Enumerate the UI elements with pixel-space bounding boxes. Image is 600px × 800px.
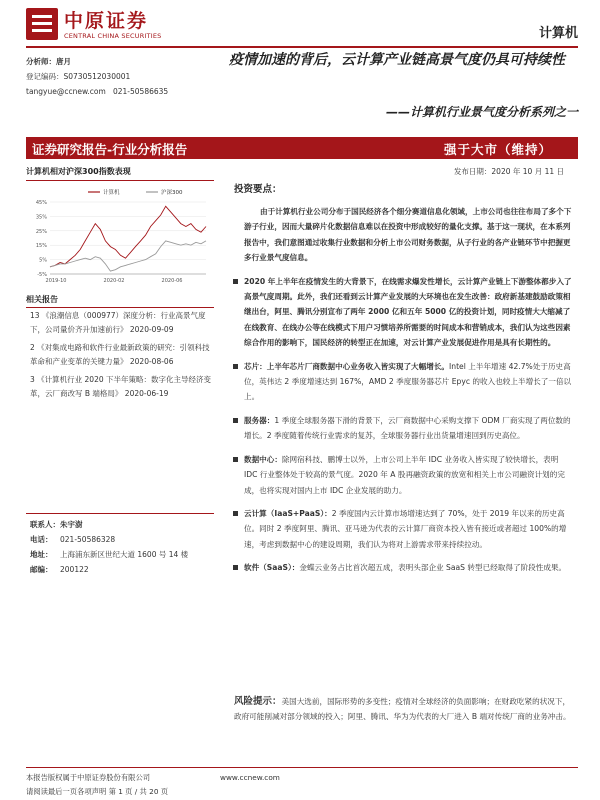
bullet-text: 2 季度国内云计算市场增速达到了 70%，处于 2019 年以来的历史高位。同时 2 季度阿里、腾讯、亚马逊为代表的云计算厂商资本投入皆有接近或者超过 100%的增速，考虑到数据中心的建设周期，我们认为将对上游需求带来持续拉动。 — [244, 508, 567, 549]
square-bullet-icon — [233, 511, 238, 516]
bullet-lead: 服务器： — [244, 415, 275, 425]
contact-phone: 021-50586328 — [60, 535, 116, 544]
analyst-reg-code: S0730512030001 — [63, 72, 131, 81]
page-number: 请阅读最后一页各项声明 第 1 页 / 共 20 页 — [26, 787, 169, 796]
y-tick-label: 45% — [35, 200, 47, 206]
report-series: ——计算机行业景气度分析系列之一 — [385, 105, 578, 119]
related-reports-title: 相关报告 — [26, 295, 58, 304]
intro-paragraph: 由于计算机行业公司分布于国民经济各个细分赛道信息化领域，上市公司也往往布局了多个下游子行业，因而大量碎片化数据信息难以在投资中形成较好的量化支撑。基于这一现状，在本系列报告中，我们意图通过收集行业数据和分析上市公司财务数据，从子行业的各产业链环节中把握更多行业景气度信息。 — [244, 207, 572, 263]
bullet-text: Intel 上半年增速 42.7%处于历史高位，英伟达 2 季度增速达到 167%，AMD 2 季度服务器芯片 Epyc 的收入也较上半增长了一倍以上。 — [244, 361, 572, 402]
analyst-phone: 021-50586635 — [112, 87, 169, 96]
highlight-bullet — [244, 413, 572, 444]
logo-chinese-name: 中原证券 — [64, 10, 149, 32]
contact-address-row — [30, 547, 215, 562]
square-bullet-icon — [233, 418, 238, 423]
analyst-email[interactable]: tangyue@ccnew.com — [26, 87, 106, 96]
bullet-text: 金蝶云业务占比首次超五成，表明头部企业 SaaS 转型已经取得了阶段性成果。 — [299, 563, 567, 573]
investment-highlights — [244, 204, 572, 584]
y-tick-label: 35% — [35, 214, 47, 221]
square-bullet-icon — [233, 457, 238, 462]
footer-divider — [26, 767, 578, 768]
analyst-reg-label: 登记编码： — [26, 72, 64, 81]
square-bullet-icon — [233, 364, 238, 369]
publish-date: 发布日期：2020 年 10 月 11 日 — [453, 167, 564, 176]
relative-performance-chart — [26, 184, 214, 288]
related-report-item[interactable]: 3 《计算机行业 2020 下半年策略：数字化主导经济变革，云厂商改写 B 端格局》 2020-06-19 — [30, 375, 212, 398]
analyst-name-row — [26, 54, 168, 69]
highlight-bullet — [244, 452, 572, 498]
square-bullet-icon — [233, 565, 238, 570]
analyst-name-label: 分析师： — [26, 57, 56, 66]
x-tick-label: 2019-10 — [45, 278, 67, 284]
rating: 强于大市（维持） — [443, 142, 552, 157]
contact-info — [30, 517, 215, 577]
contact-zip-row — [30, 562, 215, 577]
y-tick-label: 15% — [35, 243, 47, 250]
highlight-bullet — [244, 560, 572, 575]
report-type: 证券研究报告-行业分析报告 — [32, 142, 188, 157]
chart-title-divider — [26, 180, 214, 181]
chart-svg — [26, 184, 214, 288]
risk-warning-label: 风险提示： — [234, 696, 282, 707]
logo-mark-icon — [26, 8, 58, 40]
contact-address: 上海浦东新区世纪大道 1600 号 14 楼 — [60, 550, 189, 559]
contact-zip: 200122 — [60, 565, 89, 574]
x-tick-label: 2020-02 — [103, 278, 125, 284]
legend-label: 计算机 — [103, 190, 120, 196]
bullet-lead: 云计算（IaaS+PaaS）： — [244, 508, 332, 518]
related-report-item[interactable]: 13 《浪潮信息（000977）深度分析：行业高景气度下，公司量价齐升加速前行》 2020-09-09 — [30, 311, 206, 334]
bullet-text: 除网宿科技、鹏博士以外，上市公司上半年 IDC 业务收入皆实现了较快增长，表明 IDC 行业整体处于较高的景气度。2020 年 A 股再融资政策的放宽和相关上市公司融资计划的完成，也将实现对国内上市 IDC 企业发展的助力。 — [244, 454, 565, 495]
report-banner — [26, 137, 578, 159]
bullet-lead: 芯片：上半年芯片厂商数据中心业务收入皆实现了大幅增长。 — [244, 361, 450, 371]
investment-highlights-title: 投资要点： — [234, 184, 282, 195]
legend-label: 沪深300 — [161, 190, 183, 196]
report-title: 疫情加速的背后，云计算产业链高景气度仍具可持续性 — [229, 52, 565, 68]
y-tick-label: 25% — [35, 228, 47, 235]
contact-phone-label: 电话： — [30, 535, 53, 544]
highlight-bullet — [244, 506, 572, 552]
square-bullet-icon — [233, 279, 238, 284]
risk-warning-text: 美国大选前，国际形势的多变性；疫情对全球经济的负面影响；在财政吃紧的状况下，政府可能削减对部分领域的投入；阿里、腾讯、华为为代表的大厂进入 B 端对传统厂商的业务冲击。 — [234, 697, 571, 722]
bullet-text: 1 季度全球服务器下滑的背景下，云厂商数据中心采购支撑下 ODM 厂商实现了两位数的增长。2 季度随着传统行业需求的复苏，全球服务器行业出货量增速回到历史高位。 — [244, 415, 571, 441]
contact-person-label: 联系人： — [30, 520, 60, 529]
related-reports-list — [30, 309, 212, 405]
bullet-lead: 数据中心： — [244, 454, 282, 464]
analyst-name: 唐月 — [56, 57, 71, 66]
y-tick-label: 5% — [39, 257, 47, 264]
sector-label: 计算机 — [538, 26, 578, 41]
risk-warning — [234, 694, 574, 725]
contact-person: 朱宇澍 — [60, 520, 83, 529]
chart-title: 计算机相对沪深300指数表现 — [26, 167, 131, 176]
contact-person-row — [30, 517, 215, 532]
contact-address-label: 地址： — [30, 550, 53, 559]
header-divider — [26, 46, 578, 48]
copyright-notice: 本报告版权属于中原证券股份有限公司 — [26, 773, 151, 782]
analyst-reg-row — [26, 69, 168, 84]
bullet-lead: 2020 年上半年在疫情发生的大背景下，在线需求爆发性增长，云计算产业链上下游整体都步入了高景气度周期。此外，我们还看到云计算产业发展的大环境也在发生改善：政府新基建鼓励政策相继出台，阿里、腾讯分别宣布了两年 2000 亿和五年 5000 亿的投资计划，同时疫情大大缩减了在线教育、在线办公等在线模式下用户习惯培养所需要的时间成本和营销成本，我们认为这些因素综合作用的影响下，国民经济的转型正在加速，对云计算产业发展促进作用是具有长期性的。 — [244, 276, 572, 348]
bullet-lead: 软件（SaaS）： — [244, 563, 300, 573]
related-reports-divider — [26, 307, 214, 308]
company-logo — [26, 6, 186, 46]
related-report-item[interactable]: 2 《对集成电路和软件行业最新政策的研究：引领科技革命和产业变革的关键力量》 2020-08-06 — [30, 343, 210, 366]
page-footer — [26, 771, 280, 799]
analyst-contact-row — [26, 84, 168, 99]
website-link[interactable]: www.ccnew.com — [220, 773, 280, 782]
contact-phone-row — [30, 532, 215, 547]
contact-zip-label: 邮编： — [30, 565, 53, 574]
logo-english-name: CENTRAL CHINA SECURITIES — [64, 32, 162, 40]
analyst-info — [26, 54, 168, 99]
series-line — [50, 206, 206, 266]
x-tick-label: 2020-06 — [161, 278, 183, 284]
highlight-bullet — [244, 359, 572, 405]
highlight-bullet — [244, 274, 572, 351]
contact-divider — [26, 513, 214, 514]
y-tick-label: -5% — [37, 272, 47, 278]
